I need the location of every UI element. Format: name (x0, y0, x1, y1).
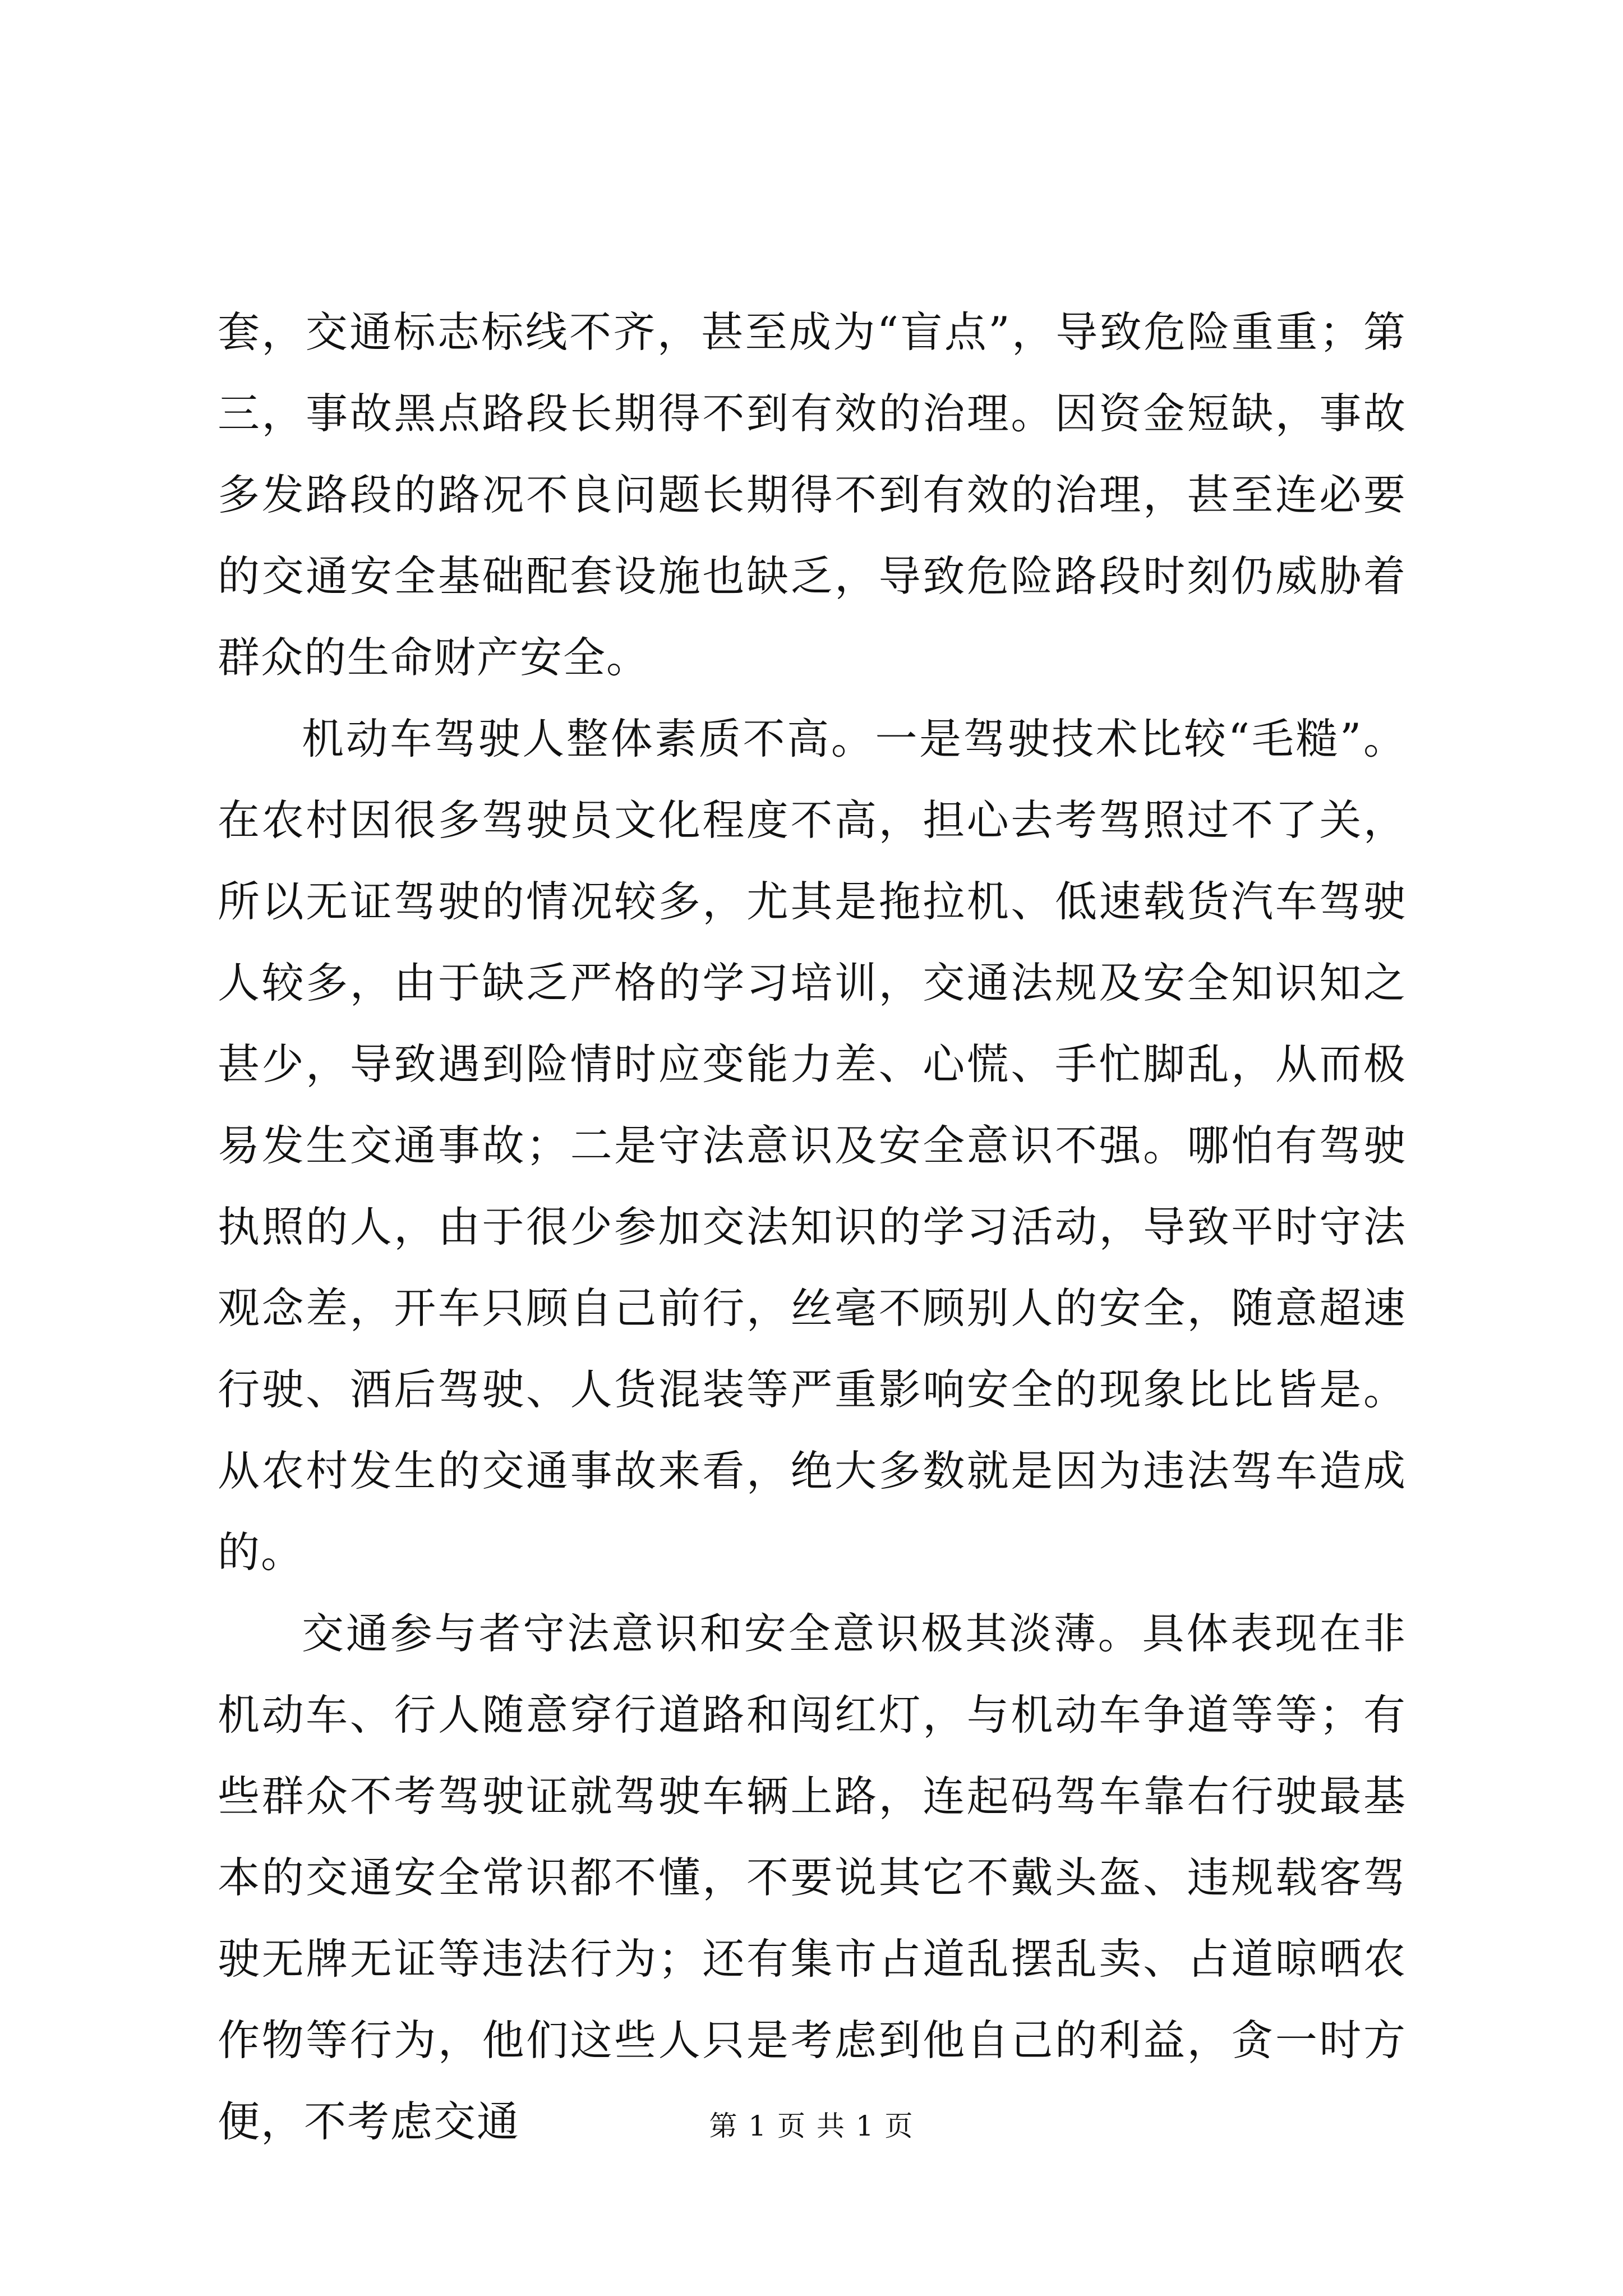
page-number-label: 第 1 页 共 1 页 (709, 2110, 914, 2142)
paragraph-participant-awareness: 交通参与者守法意识和安全意识极其淡薄。具体表现在非机动车、行人随意穿行道路和闯红灯，与机动车争道等等；有些群众不考驾驶证就驾驶车辆上路，连起码驾车靠右行驶最基本的交通安全常识都不懂，不要说其它不戴头盔、违规载客驾驶无牌无证等违法行为；还有集市占道乱摆乱卖、占道晾晒农作物等行为，他们这些人只是考虑到他自己的利益，贪一时方便，不考虑交通 (218, 1609, 1407, 2146)
paragraph-continued: 套，交通标志标线不齐，甚至成为“盲点”，导致危险重重；第三，事故黑点路段长期得不到有效的治理。因资金短缺，事故多发路段的路况不良问题长期得不到有效的治理，甚至连必要的交通安全基础配套设施也缺乏，导致危险路段时刻仍威胁着群众的生命财产安全。 (218, 307, 1407, 682)
page-footer (0, 2109, 1623, 2143)
paragraph-driver-quality: 机动车驾驶人整体素质不高。一是驾驶技术比较“毛糙”。在农村因很多驾驶员文化程度不高，担心去考驾照过不了关，所以无证驾驶的情况较多，尤其是拖拉机、低速载货汽车驾驶人较多，由于缺乏严格的学习培训，交通法规及安全知识知之甚少，导致遇到险情时应变能力差、心慌、手忙脚乱，从而极易发生交通事故；二是守法意识及安全意识不强。哪怕有驾驶执照的人，由于很少参加交法知识的学习活动，导致平时守法观念差，开车只顾自己前行，丝毫不顾别人的安全，随意超速行驶、酒后驾驶、人货混装等严重影响安全的现象比比皆是。从农村发生的交通事故来看，绝大多数就是因为违法驾车造成的。 (218, 714, 1407, 1577)
document-body (218, 292, 1407, 2162)
